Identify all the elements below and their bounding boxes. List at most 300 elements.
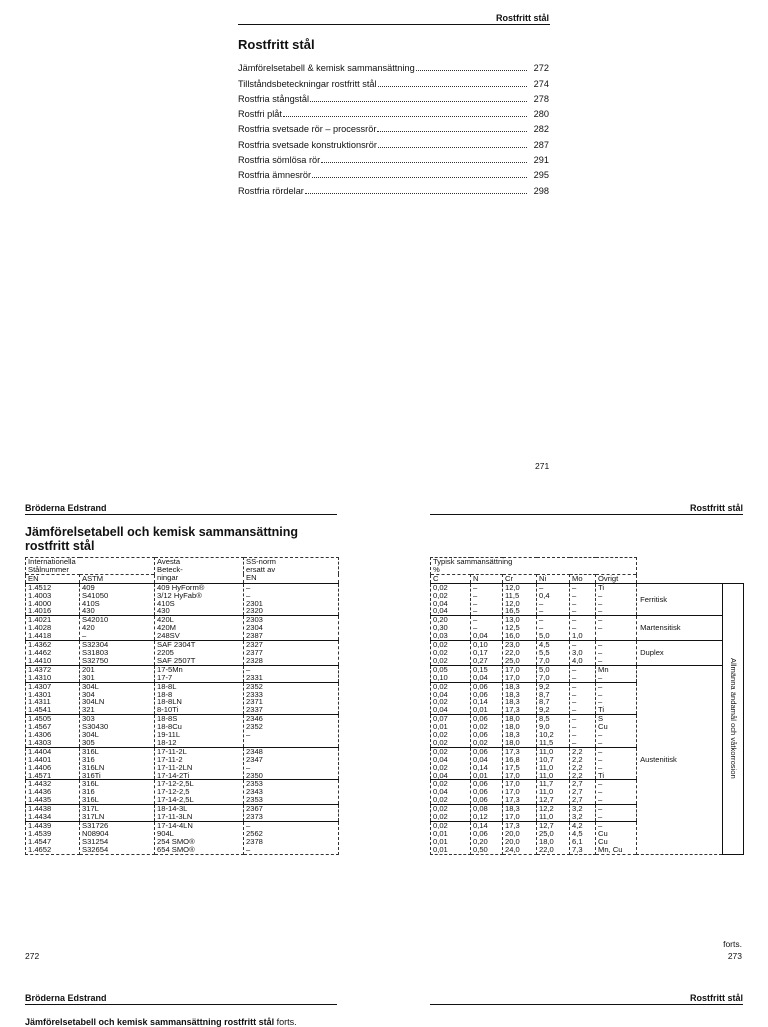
astm-grade-value: S30430 (82, 722, 109, 732)
en-number-value: 1.4301 (28, 689, 52, 699)
en-number-value: 1.4406 (28, 762, 52, 772)
molybdenum-value: 3,2 (572, 812, 583, 822)
astm-header: ASTM (80, 574, 155, 583)
astm-grade-value: S32654 (82, 844, 109, 854)
steel-group-row (26, 822, 339, 855)
ss-norm (244, 780, 339, 805)
avesta-designation (155, 682, 244, 715)
nitrogen-value: 0,01 (473, 770, 488, 780)
toc-entry[interactable] (238, 89, 549, 104)
ss-norm-value: 2350 (246, 770, 263, 780)
other-elements-value: – (598, 623, 603, 633)
molybdenum (570, 616, 596, 641)
carbon-value: 0,04 (433, 754, 448, 764)
avesta-designation-value: 430 (157, 606, 170, 616)
ss-norm (244, 715, 339, 748)
nickel (537, 747, 570, 780)
carbon (431, 665, 471, 682)
continued-label: forts. (723, 939, 742, 949)
other-elements-value: – (598, 682, 603, 691)
nickel-value: – (539, 606, 544, 616)
running-header-page1: Rostfritt stål (495, 13, 549, 23)
molybdenum-value: 4,0 (572, 655, 583, 665)
avesta-designation (155, 665, 244, 682)
ni-header: Ni (537, 574, 570, 583)
ss-norm-value: – (246, 730, 251, 740)
nickel-value: 10,7 (539, 754, 554, 764)
en-number-value: 1.4438 (28, 804, 52, 814)
nickel-value: 4,5 (539, 640, 550, 650)
avesta-designation-value: 904L (157, 828, 174, 838)
nickel-value: 22,0 (539, 844, 554, 854)
avesta-designation-value: 17-11-3LN (157, 812, 193, 822)
steel-group-row (26, 715, 339, 748)
nickel-value: 11,0 (539, 747, 554, 756)
astm-grade (80, 682, 155, 715)
astm-grade-value: S31803 (82, 647, 109, 657)
nickel-value: 25,0 (539, 828, 554, 838)
astm-grade-value: 304L (82, 730, 99, 740)
carbon-value: 0,04 (433, 787, 448, 797)
ss-norm-value: 2352 (246, 722, 263, 732)
avesta-designation-value: 17-11-2LN (157, 762, 193, 772)
toc-leader-dots (305, 193, 527, 194)
en-number-value: 1.4432 (28, 779, 52, 789)
side-header-spacer (723, 558, 744, 584)
other-elements-value: Ti (598, 583, 605, 592)
avesta-designation-value: 17-14-2Ti (157, 770, 190, 780)
toc-entry[interactable] (238, 73, 549, 88)
nickel (537, 715, 570, 748)
molybdenum (570, 747, 596, 780)
avesta-designation-value: 248SV (157, 631, 180, 641)
molybdenum-value: – (572, 714, 577, 724)
molybdenum-value: – (572, 583, 577, 592)
chromium-value: 17,0 (505, 787, 520, 797)
running-header-left-page3: Bröderna Edstrand (25, 993, 107, 1003)
en-number-value: 1.4410 (28, 655, 52, 665)
toc-entry[interactable] (238, 119, 549, 134)
toc-leader-dots (310, 101, 527, 102)
toc-entry-page: 298 (533, 185, 549, 196)
nickel-value: 11,0 (539, 787, 554, 797)
toc-entry[interactable] (238, 165, 549, 180)
nickel-value: – (539, 598, 544, 608)
toc-leader-dots (321, 162, 527, 163)
nitrogen-value: 0,06 (473, 795, 488, 805)
avesta-designation-value: 17-14-2,5L (157, 795, 194, 805)
ss-norm-value: 2331 (246, 672, 263, 682)
carbon-value: 0,02 (433, 682, 448, 691)
nitrogen (471, 747, 503, 780)
astm-grade-value: 304 (82, 689, 95, 699)
nitrogen-value: 0,01 (473, 705, 488, 715)
carbon-value: 0,02 (433, 640, 448, 650)
toc-entry[interactable] (238, 104, 549, 119)
molybdenum-value: – (572, 730, 577, 740)
toc-title: Rostfritt stål (238, 37, 315, 52)
composition-group-row (431, 641, 744, 666)
molybdenum-value: 2,2 (572, 747, 583, 756)
nickel (537, 822, 570, 855)
en-number-value: 1.4021 (28, 615, 52, 625)
en-number-value: 1.4567 (28, 722, 52, 732)
other-elements-value: Mn, Cu (598, 844, 623, 854)
toc-entry-label: Rostfria rördelar (238, 185, 304, 196)
nickel-value: 11,5 (539, 737, 554, 747)
nitrogen (471, 805, 503, 822)
molybdenum-value: 2,7 (572, 779, 583, 789)
nickel-value: 18,0 (539, 836, 554, 846)
other-elements-value: – (598, 737, 603, 747)
nitrogen-value: 0,27 (473, 655, 488, 665)
avesta-designation (155, 715, 244, 748)
molybdenum-value: – (572, 598, 577, 608)
ss-norm-value: 2373 (246, 812, 263, 822)
carbon-value: 0,02 (433, 737, 448, 747)
carbon (431, 715, 471, 748)
ss-norm-value: – (246, 821, 251, 830)
ss-norm (244, 805, 339, 822)
ss-norm (244, 682, 339, 715)
header-rule-left (25, 514, 337, 515)
nitrogen-value: 0,06 (473, 779, 488, 789)
nitrogen-value: 0,14 (473, 821, 488, 830)
astm-grade (80, 780, 155, 805)
nitrogen-value: 0,08 (473, 804, 488, 814)
nitrogen-value: – (473, 615, 478, 625)
ss-norm-value: 2353 (246, 795, 263, 805)
chromium (503, 822, 537, 855)
molybdenum-value: 2,2 (572, 754, 583, 764)
chromium (503, 805, 537, 822)
nickel-value: – (539, 623, 544, 633)
nitrogen-value: 0,17 (473, 647, 488, 657)
astm-grade-value: 316L (82, 747, 99, 756)
nickel-value: 8,7 (539, 697, 550, 707)
chromium-value: 20,0 (505, 836, 520, 846)
astm-grade (80, 715, 155, 748)
astm-grade-value: S31254 (82, 836, 109, 846)
astm-grade-value: S41050 (82, 590, 109, 600)
chromium (503, 682, 537, 715)
chromium (503, 583, 537, 616)
astm-grade (80, 805, 155, 822)
nickel-value: 5,0 (539, 665, 550, 674)
nitrogen-value: 0,06 (473, 828, 488, 838)
steel-group-row (26, 583, 339, 616)
molybdenum (570, 641, 596, 666)
chromium-value: 18,0 (505, 722, 520, 732)
chromium-value: 17,0 (505, 672, 520, 682)
en-number-value: 1.4652 (28, 844, 52, 854)
typical-composition-header (431, 558, 637, 575)
other-elements (596, 780, 637, 805)
chromium-value: 18,3 (505, 697, 520, 707)
astm-grade (80, 665, 155, 682)
molybdenum-value: – (572, 590, 577, 600)
avesta-designation-value: 18-8 (157, 689, 173, 699)
toc-entry-label: Jämförelsetabell & kemisk sammansättning (238, 63, 415, 74)
nitrogen-value: 0,10 (473, 640, 488, 650)
carbon (431, 583, 471, 616)
en-number (26, 682, 80, 715)
molybdenum-value: – (572, 606, 577, 616)
steel-group-row (26, 641, 339, 666)
nickel-value: 5,5 (539, 647, 550, 657)
other-elements-value: – (598, 762, 603, 772)
en-number-value: 1.4404 (28, 747, 52, 756)
page3-title-suffix: forts. (276, 1017, 297, 1027)
en-number (26, 583, 80, 616)
composition-table-header (431, 558, 744, 575)
nitrogen-value: 0,06 (473, 747, 488, 756)
avesta-designation-value: 17-12-2,5L (157, 779, 194, 789)
nickel (537, 805, 570, 822)
ss-norm (244, 583, 339, 616)
ss-header-line3: EN (246, 572, 257, 582)
steel-group-row (26, 805, 339, 822)
astm-grade-value: 301 (82, 672, 95, 682)
chromium-value: 16,8 (505, 754, 520, 764)
toc-entry-page: 278 (533, 93, 549, 104)
avesta-designation-value: 18-14-3L (157, 804, 188, 814)
toc-leader-dots (378, 147, 527, 148)
chromium (503, 780, 537, 805)
en-number-value: 1.4539 (28, 828, 52, 838)
ss-norm (244, 641, 339, 666)
nickel-value: 0,4 (539, 590, 550, 600)
astm-grade-value: 430 (82, 606, 95, 616)
astm-grade (80, 747, 155, 780)
nitrogen-value: 0,06 (473, 689, 488, 699)
other-elements (596, 747, 637, 780)
intl-header-line1: Internationella (28, 557, 76, 566)
other-elements (596, 665, 637, 682)
astm-grade-value: 303 (82, 714, 95, 724)
en-number-value: 1.4439 (28, 821, 52, 830)
nickel (537, 665, 570, 682)
running-header-right-page3: Rostfritt stål (689, 993, 743, 1003)
nitrogen (471, 682, 503, 715)
chromium (503, 616, 537, 641)
en-number-value: 1.4028 (28, 623, 52, 633)
toc-entry-page: 272 (533, 63, 549, 74)
carbon-value: 0,02 (433, 812, 448, 822)
astm-grade-value: 409 (82, 583, 95, 592)
molybdenum (570, 822, 596, 855)
astm-grade-value: 304L (82, 682, 99, 691)
nickel-value: 5,0 (539, 631, 550, 641)
n-header: N (471, 574, 503, 583)
toc-entry-page: 282 (533, 124, 549, 135)
nickel-value: 9,0 (539, 722, 550, 732)
molybdenum-value: 3,2 (572, 804, 583, 814)
astm-grade-value: 317L (82, 804, 99, 814)
nickel-value: 11,7 (539, 779, 554, 789)
nitrogen-value: 0,04 (473, 672, 488, 682)
astm-grade (80, 822, 155, 855)
toc-leader-dots (377, 131, 527, 132)
avesta-designation-value: 17-11-2L (157, 747, 187, 756)
astm-grade-value: 316L (82, 795, 99, 805)
carbon (431, 747, 471, 780)
molybdenum-value: 1,0 (572, 631, 583, 641)
chromium (503, 641, 537, 666)
molybdenum-value: – (572, 615, 577, 625)
en-number-value: 1.4512 (28, 583, 52, 592)
toc-leader-dots (312, 177, 527, 178)
toc-entry-page: 295 (533, 170, 549, 181)
en-number-value: 1.4362 (28, 640, 52, 650)
composition-table (430, 557, 744, 855)
avesta-designation-value: 420M (157, 623, 176, 633)
comparison-table (25, 557, 339, 855)
carbon-value: 0,05 (433, 665, 448, 674)
en-number (26, 715, 80, 748)
molybdenum-value: – (572, 672, 577, 682)
chromium-value: 18,0 (505, 737, 520, 747)
steel-group-row (26, 665, 339, 682)
other-elements-value: – (598, 640, 603, 650)
astm-grade-value: 316 (82, 754, 95, 764)
chromium-value: 17,0 (505, 770, 520, 780)
other-elements-value: – (598, 606, 603, 616)
ss-norm (244, 747, 339, 780)
astm-grade-value: S32750 (82, 655, 109, 665)
ss-norm-value: 2352 (246, 682, 263, 691)
molybdenum-value: 4,5 (572, 828, 583, 838)
nitrogen-value: 0,20 (473, 836, 488, 846)
nickel-value: 12,2 (539, 804, 554, 814)
toc-entry[interactable] (238, 180, 549, 195)
nitrogen-value: 0,02 (473, 737, 488, 747)
ss-norm (244, 616, 339, 641)
other-elements-value: – (598, 615, 603, 625)
avesta-designation-value: 410S (157, 598, 175, 608)
steel-category: Ferritisk (637, 583, 723, 616)
en-number-value: 1.4000 (28, 598, 52, 608)
avesta-designation-value: 18-8Cu (157, 722, 182, 732)
avesta-designation-value: 18-12 (157, 737, 177, 747)
ss-norm-value: 2301 (246, 598, 263, 608)
toc-leader-dots (378, 86, 527, 87)
molybdenum-value: 7,3 (572, 844, 583, 854)
molybdenum-value: – (572, 705, 577, 715)
other-elements-value: – (598, 795, 603, 805)
molybdenum-value: 3,0 (572, 647, 583, 657)
en-number-value: 1.4547 (28, 836, 52, 846)
toc-entry-page: 274 (533, 78, 549, 89)
ss-norm (244, 665, 339, 682)
carbon-value: 0,02 (433, 583, 448, 592)
nitrogen-value: – (473, 606, 478, 616)
carbon-value: 0,02 (433, 795, 448, 805)
carbon-value: 0,02 (433, 590, 448, 600)
en-number-value: 1.4303 (28, 737, 52, 747)
chromium-value: 13,0 (505, 615, 520, 625)
avesta-designation-value: 17-14-4LN (157, 821, 193, 830)
en-number-value: 1.4435 (28, 795, 52, 805)
ss-norm-value: 2562 (246, 828, 263, 838)
nitrogen-value: 0,12 (473, 812, 488, 822)
toc-entry[interactable] (238, 150, 549, 165)
toc-entry[interactable] (238, 134, 549, 149)
chromium-value: 17,3 (505, 821, 520, 830)
carbon-value: 0,02 (433, 762, 448, 772)
molybdenum-value: – (572, 640, 577, 650)
carbon (431, 682, 471, 715)
ovrigt-header: Övrigt (596, 574, 637, 583)
intl-header-line2: Stålnummer (28, 564, 69, 574)
ss-norm-value: 2333 (246, 689, 263, 699)
avesta-designation-value: 8-10Ti (157, 705, 179, 715)
nitrogen-value: 0,06 (473, 714, 488, 724)
carbon (431, 805, 471, 822)
chromium-value: 18,3 (505, 689, 520, 699)
en-number (26, 616, 80, 641)
nickel-value: 11,0 (539, 812, 554, 822)
en-number (26, 805, 80, 822)
astm-grade-value: S31726 (82, 821, 109, 830)
other-elements-value: Ti (598, 770, 605, 780)
toc-entry-label: Rostfria stångstål (238, 93, 309, 104)
en-number-value: 1.4310 (28, 672, 52, 682)
en-number-value: 1.4505 (28, 714, 52, 724)
page-title-line2: rostfritt stål (25, 539, 95, 553)
chromium-value: 12,5 (505, 623, 520, 633)
category-header-spacer (637, 558, 723, 584)
avesta-designation (155, 641, 244, 666)
carbon-value: 0,02 (433, 779, 448, 789)
avesta-designation-value: 18-8L (157, 682, 177, 691)
header-rule-right (430, 514, 743, 515)
chromium-value: 17,0 (505, 779, 520, 789)
chromium-value: 18,3 (505, 730, 520, 740)
avesta-designation-value: 18-8S (157, 714, 178, 724)
molybdenum (570, 780, 596, 805)
running-header-right: Rostfritt stål (689, 503, 743, 513)
ss-norm-value: 2328 (246, 655, 263, 665)
toc-entry[interactable] (238, 58, 549, 73)
ss-norm-value: – (246, 665, 251, 674)
chromium-value: 17,3 (505, 795, 520, 805)
other-elements-value: – (598, 804, 603, 814)
astm-grade (80, 616, 155, 641)
astm-grade-value: 410S (82, 598, 100, 608)
carbon-value: 0,04 (433, 598, 448, 608)
en-number-value: 1.4436 (28, 787, 52, 797)
ss-norm-value: 2353 (246, 779, 263, 789)
en-number (26, 665, 80, 682)
en-number-value: 1.4401 (28, 754, 52, 764)
other-elements (596, 641, 637, 666)
nickel-value: 9,2 (539, 682, 550, 691)
en-header: EN (26, 574, 80, 583)
ss-norm-header (244, 558, 339, 584)
ss-header-line2: ersatt av (246, 564, 276, 574)
molybdenum (570, 682, 596, 715)
other-elements-value: – (598, 598, 603, 608)
ss-norm-value: 2346 (246, 714, 263, 724)
nickel-value: – (539, 583, 544, 592)
en-number-value: 1.4372 (28, 665, 52, 674)
nitrogen (471, 641, 503, 666)
astm-grade-value: – (82, 631, 87, 641)
toc-leader-dots (416, 70, 527, 71)
chromium-value: 20,0 (505, 828, 520, 838)
composition-group-row (431, 583, 744, 616)
